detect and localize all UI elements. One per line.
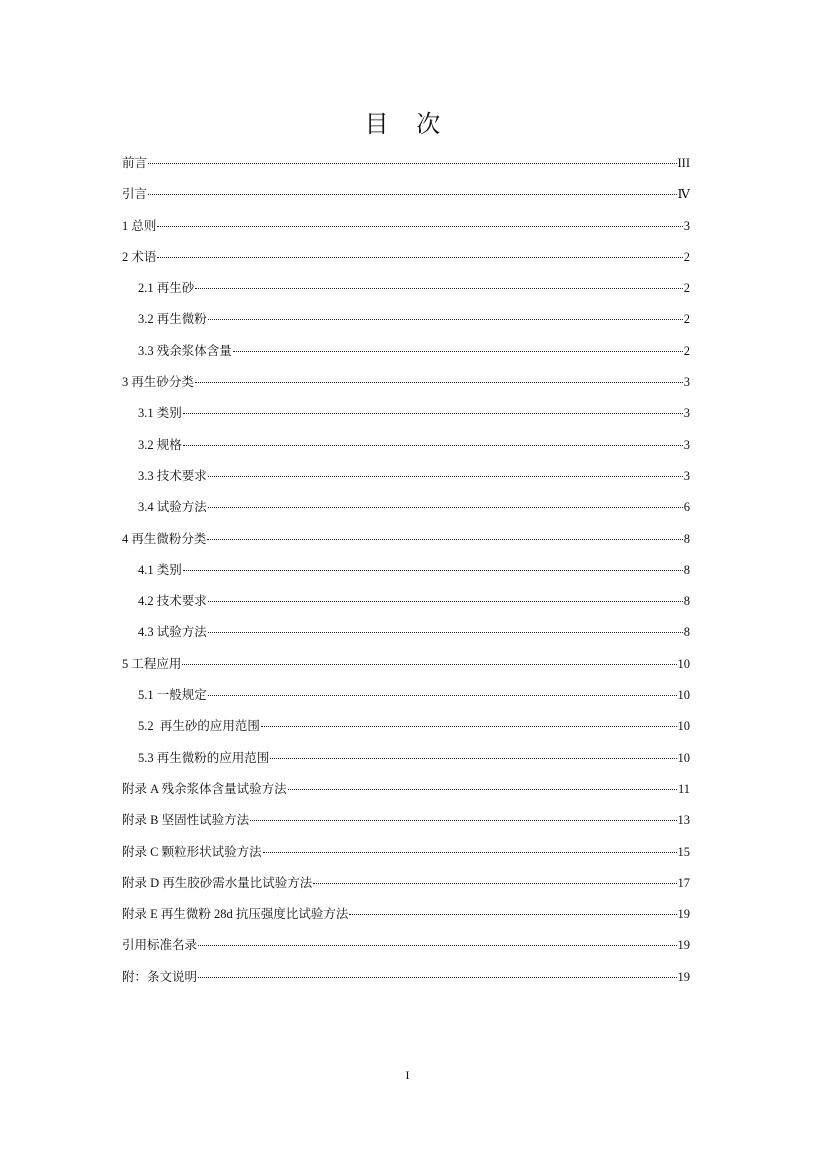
- toc-entry[interactable]: [122, 899, 690, 930]
- toc-entry-label: 引言: [122, 187, 148, 202]
- toc-entry-page: 19: [677, 969, 690, 984]
- toc-entry-page: 3: [683, 437, 690, 452]
- toc-entry[interactable]: [122, 868, 690, 899]
- toc-leader-dots: [208, 601, 683, 602]
- toc-entry[interactable]: [122, 398, 690, 429]
- toc-entry[interactable]: [122, 649, 690, 680]
- toc-leader-dots: [183, 570, 683, 571]
- toc-leader-dots: [349, 914, 676, 915]
- toc-entry-label: 附录 A 残余浆体含量试验方法: [122, 781, 287, 796]
- toc-entry[interactable]: [122, 179, 690, 210]
- toc-entry-page: 3: [683, 218, 690, 233]
- toc-entry-label: 5.3 再生微粉的应用范围: [138, 750, 270, 765]
- toc-entry-label: 附录 D 再生胶砂需水量比试验方法: [122, 875, 313, 890]
- toc-entry[interactable]: [122, 774, 690, 805]
- toc-entry-label: 3.2 再生微粉: [138, 312, 207, 327]
- toc-entry[interactable]: [122, 680, 690, 711]
- toc-entry[interactable]: [122, 930, 690, 961]
- toc-leader-dots: [198, 977, 676, 978]
- toc-entry-label: 附录 E 再生微粉 28d 抗压强度比试验方法: [122, 907, 349, 922]
- toc-leader-dots: [198, 945, 676, 946]
- toc-entry-label: 4.3 试验方法: [138, 625, 207, 640]
- toc-leader-dots: [208, 507, 683, 508]
- toc-entry-label: 3 再生砂分类: [122, 375, 194, 390]
- toc-leader-dots: [250, 820, 676, 821]
- toc-entry-label: 5.1 一般规定: [138, 688, 207, 703]
- toc-entry-page: III: [677, 156, 690, 170]
- toc-entry-label: 4.1 类别: [138, 562, 182, 577]
- toc-entry-page: 2: [683, 249, 690, 264]
- toc-entry[interactable]: [122, 211, 690, 242]
- toc-leader-dots: [183, 445, 683, 446]
- toc-leader-dots: [208, 695, 677, 696]
- toc-leader-dots: [270, 758, 676, 759]
- toc-entry[interactable]: [122, 148, 690, 179]
- toc-entry[interactable]: [122, 242, 690, 273]
- toc-entry[interactable]: [122, 524, 690, 555]
- toc-entry-label: 3.3 残余浆体含量: [138, 343, 232, 358]
- toc-leader-dots: [148, 163, 676, 164]
- toc-entry-label: 3.3 技术要求: [138, 468, 207, 483]
- toc-entry-page: 10: [677, 656, 690, 671]
- toc-entry[interactable]: [122, 304, 690, 335]
- toc-entry[interactable]: [122, 837, 690, 868]
- toc-entry-label: 引用标准名录: [122, 938, 198, 953]
- toc-leader-dots: [263, 852, 677, 853]
- toc-leader-dots: [208, 632, 683, 633]
- toc-entry[interactable]: [122, 962, 690, 993]
- toc-entry-label: 4.2 技术要求: [138, 594, 207, 609]
- toc-entry-label: 5 工程应用: [122, 656, 182, 671]
- toc-entry-page: 15: [677, 844, 690, 859]
- toc-entry[interactable]: [122, 711, 690, 742]
- toc-entry[interactable]: [122, 461, 690, 492]
- toc-leader-dots: [183, 413, 683, 414]
- toc-entry-page: 10: [677, 688, 690, 703]
- toc-leader-dots: [157, 257, 682, 258]
- toc-leader-dots: [157, 226, 682, 227]
- toc-leader-dots: [207, 539, 682, 540]
- toc-leader-dots: [233, 351, 683, 352]
- toc-entry-page: 11: [677, 781, 690, 796]
- toc-entry-page: 3: [683, 406, 690, 421]
- toc-entry-label: 1 总则: [122, 218, 157, 233]
- toc-leader-dots: [208, 319, 683, 320]
- toc-entry-label: 2 术语: [122, 249, 157, 264]
- toc-entry-page: 19: [677, 938, 690, 953]
- toc-entry[interactable]: [122, 336, 690, 367]
- toc-entry-label: 附录 C 颗粒形状试验方法: [122, 844, 262, 859]
- toc-entry-page: 10: [677, 719, 690, 734]
- page-title: 目 次: [364, 110, 451, 138]
- toc-entry-label: 4 再生微粉分类: [122, 531, 207, 546]
- toc-entry[interactable]: [122, 367, 690, 398]
- toc-entry-label: 2.1 再生砂: [138, 281, 195, 296]
- toc-entry-page: 2: [683, 343, 690, 358]
- toc-entry-page: 8: [683, 625, 690, 640]
- toc-entry-label: 3.4 试验方法: [138, 500, 207, 515]
- toc-entry-label: 5.2 再生砂的应用范围: [138, 719, 260, 734]
- toc-entry-page: 10: [677, 750, 690, 765]
- toc-leader-dots: [313, 883, 676, 884]
- toc-leader-dots: [195, 288, 682, 289]
- toc-entry-label: 前言: [122, 156, 148, 170]
- toc-leader-dots: [148, 194, 676, 195]
- toc-entry-page: 13: [677, 813, 690, 828]
- toc-entry-label: 附：条文说明: [122, 969, 198, 984]
- toc-entry[interactable]: [122, 617, 690, 648]
- toc-entry-label: 3.1 类别: [138, 406, 182, 421]
- toc-entry[interactable]: [122, 430, 690, 461]
- toc-entry[interactable]: [122, 492, 690, 523]
- toc-entry[interactable]: [122, 743, 690, 774]
- toc-entry-label: 附录 B 坚固性试验方法: [122, 813, 250, 828]
- toc-entry-page: 8: [683, 531, 690, 546]
- toc-entry-page: 3: [683, 468, 690, 483]
- toc-entry-page: 8: [683, 562, 690, 577]
- toc-entry-page: 8: [683, 594, 690, 609]
- toc-leader-dots: [182, 664, 676, 665]
- page-number: I: [405, 1068, 410, 1082]
- toc-entry-page: 2: [683, 312, 690, 327]
- toc-entry-page: 17: [677, 875, 690, 890]
- toc-entry-label: 3.2 规格: [138, 437, 182, 452]
- toc-entry-page: Ⅳ: [677, 187, 690, 202]
- toc-entry[interactable]: [122, 273, 690, 304]
- toc-entry-page: 19: [677, 907, 690, 922]
- toc-entry[interactable]: [122, 586, 690, 617]
- toc-leader-dots: [261, 726, 677, 727]
- table-of-contents: [122, 148, 690, 993]
- toc-leader-dots: [195, 382, 683, 383]
- toc-leader-dots: [208, 476, 683, 477]
- toc-entry[interactable]: [122, 805, 690, 836]
- toc-entry[interactable]: [122, 555, 690, 586]
- toc-leader-dots: [288, 789, 677, 790]
- toc-entry-page: 6: [683, 500, 690, 515]
- toc-entry-page: 2: [683, 281, 690, 296]
- toc-entry-page: 3: [683, 375, 690, 390]
